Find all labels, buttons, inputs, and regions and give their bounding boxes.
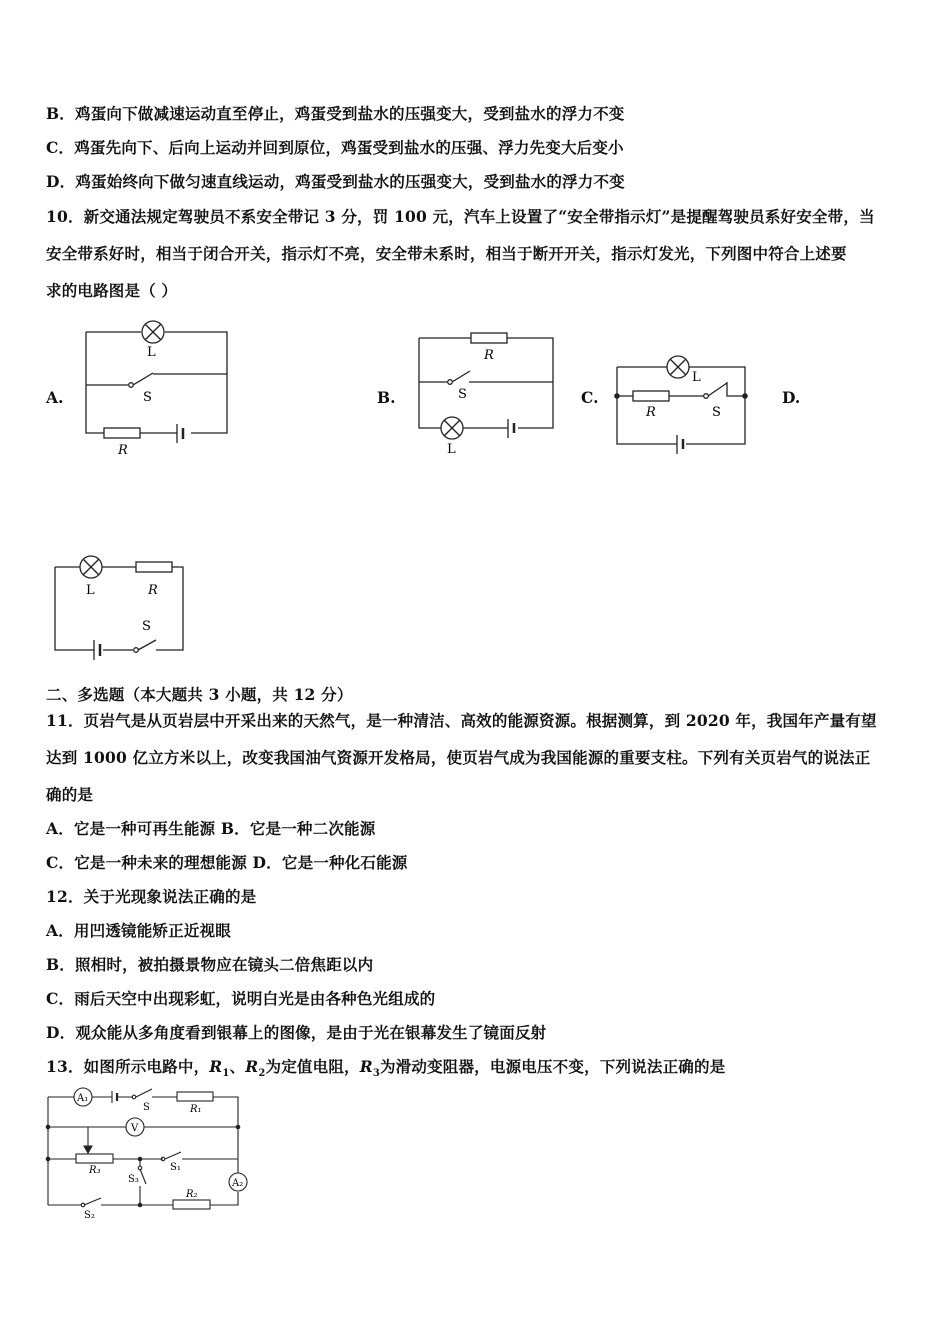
circuit-d-label-l: L [86,583,95,598]
q10-option-b-label: B. [377,388,396,407]
q9-option-b: B．鸡蛋向下做减速运动直至停止，鸡蛋受到盐水的压强变大，受到盐水的浮力不变 [46,104,625,123]
q10-stem-line1: 10．新交通法规定驾驶员不系安全带记 3 分，罚 100 元，汽车上设置了“安全带指示灯”是提醒驾驶员系好安全带，当 [46,207,875,226]
q13-stem: 13．如图所示电路中，$R_1$、$R_2$为定值电阻，$R_3$为滑动变阻器，电源电压不变，下列说法正确的是 [46,1057,726,1080]
q13-ammeter-a2-label: A₂ [232,1178,244,1189]
q13-switch-s1-label: S₁ [170,1162,181,1173]
circuit-c-label-r: R [646,405,656,420]
circuit-d-label-s: S [142,619,151,634]
q13-switch-s-label: S [143,1102,150,1113]
q10-option-c-label: C. [581,388,599,407]
q11-options-cd: C．它是一种未来的理想能源 D．它是一种化石能源 [46,853,408,872]
circuit-d-label-r: R [148,583,158,598]
q13-switch-s2-label: S₂ [84,1210,95,1221]
q12-option-a: A．用凹透镜能矫正近视眼 [46,921,231,940]
q10-stem-line2: 安全带系好时，相当于闭合开关，指示灯不亮，安全带未系时，相当于断开开关，指示灯发光，下列图中符合上述要 [46,244,847,263]
q9-option-c: C．鸡蛋先向下、后向上运动并回到原位，鸡蛋受到盐水的压强、浮力先变大后变小 [46,138,624,157]
q11-stem-line1: 11．页岩气是从页岩层中开采出来的天然气，是一种清洁、高效的能源资源。根据测算，到 2020 年，我国年产量有望 [46,711,877,730]
section-2-heading: 二、多选题（本大题共 3 小题，共 12 分） [46,685,353,704]
q12-option-c: C．雨后天空中出现彩虹，说明白光是由各种色光组成的 [46,989,436,1008]
q13-resistor-r1-label: R₁ [190,1104,202,1115]
q13-resistor-r2-label: R₂ [186,1189,198,1200]
q11-options-ab: A．它是一种可再生能源 B．它是一种二次能源 [46,819,376,838]
q12-stem: 12．关于光现象说法正确的是 [46,887,257,906]
q13-resistor-r3-label: R₃ [89,1165,101,1176]
q10-option-d-label: D. [782,388,801,407]
q13-switch-s3-label: S₃ [128,1174,139,1185]
circuit-b-label-r: R [484,348,494,363]
q11-stem-line2: 达到 1000 亿立方米以上，改变我国油气资源开发格局，使页岩气成为我国能源的重要支柱。下列有关页岩气的说法正 [46,748,871,767]
circuit-b-label-l: L [447,442,456,457]
circuit-a-label-s: S [143,390,152,405]
q13-ammeter-a1-label: A₁ [77,1093,89,1104]
circuit-a-label-l: L [147,345,156,360]
circuit-b-label-s: S [458,387,467,402]
q13-voltmeter-label: V [131,1123,139,1134]
q12-option-b: B．照相时，被拍摄景物应在镜头二倍焦距以内 [46,955,374,974]
circuit-c-label-s: S [712,405,721,420]
q11-stem-line3: 确的是 [46,785,94,804]
q9-option-d: D．鸡蛋始终向下做匀速直线运动，鸡蛋受到盐水的压强变大，受到盐水的浮力不变 [46,172,625,191]
q10-option-a-label: A. [46,388,64,407]
q10-stem-line3: 求的电路图是（ ） [46,281,178,300]
circuit-c-label-l: L [692,370,701,385]
circuit-a-label-r: R [118,443,128,458]
q12-option-d: D．观众能从多角度看到银幕上的图像，是由于光在银幕发生了镜面反射 [46,1023,547,1042]
